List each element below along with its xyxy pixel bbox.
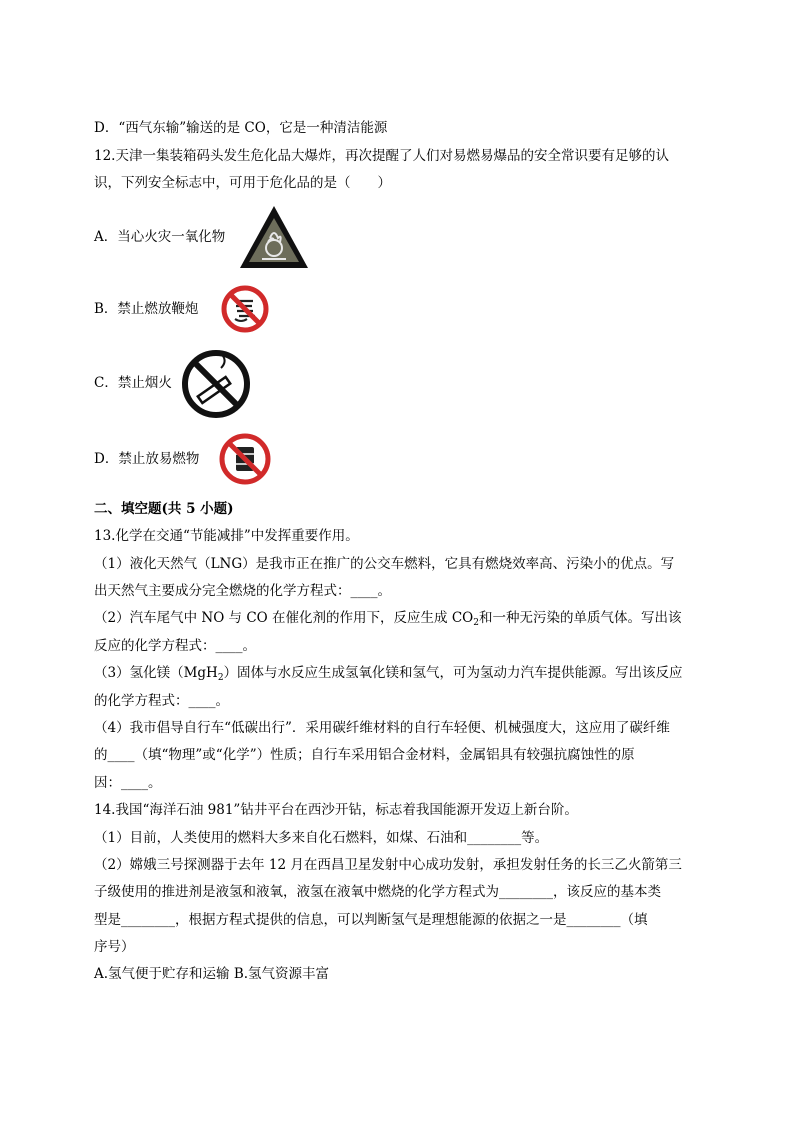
- q12-stem-line2: 识，下列安全标志中，可用于危化品的是（ ）: [94, 175, 391, 191]
- q13-part4-line1: （4）我市倡导自行车“低碳出行”．采用碳纤维材料的自行车轻便、机械强度大，这应用了碳纤维: [94, 720, 670, 736]
- q14-part2-line4: 序号）: [94, 939, 135, 955]
- subscript: 2: [473, 618, 479, 628]
- q13-part4-line2: 的____（填“物理”或“化学”）性质；自行车采用铝合金材料，金属铝具有较强抗腐蚀性的原: [94, 747, 635, 763]
- q13-part2-text-a: （2）汽车尾气中 NO 与 CO 在催化剂的作用下，反应生成 CO: [94, 610, 474, 626]
- q12-option-d[interactable]: D．禁止放易燃物: [94, 451, 200, 467]
- q14-part2-line1: （2）嫦娥三号探测器于去年 12 月在西昌卫星发射中心成功发射，承担发射任务的长三乙火箭第三: [94, 857, 682, 873]
- q11-option-d: D．“西气东输”输送的是 CO，它是一种清洁能源: [94, 120, 388, 136]
- q13-part1-line2: 出天然气主要成分完全燃烧的化学方程式：____。: [94, 583, 391, 599]
- q12-option-b[interactable]: B．禁止燃放鞭炮: [94, 301, 199, 317]
- q14-stem: 14.我国“海洋石油 981”钻井平台在西沙开钻，标志着我国能源开发迈上新台阶。: [94, 802, 578, 818]
- q13-part4-line3: 因：____。: [94, 775, 162, 791]
- no-flammables-icon: [217, 432, 273, 486]
- q13-stem: 13.化学在交通“节能减排”中发挥重要作用。: [94, 528, 359, 544]
- oxidizer-warning-icon: [238, 204, 310, 270]
- section-heading: 二、填空题(共 5 小题): [94, 501, 234, 517]
- q13-part3-text-a: （3）氢化镁（MgH: [94, 665, 218, 681]
- no-smoking-icon: [179, 348, 253, 420]
- q12-option-c[interactable]: C．禁止烟火: [94, 375, 172, 391]
- q14-part1: （1）目前，人类使用的燃料大多来自化石燃料，如煤、石油和________等。: [94, 830, 549, 846]
- q13-part3-text-b: ）固体与水反应生成氢氧化镁和氢气，可为氢动力汽车提供能源。写出该反应: [223, 665, 683, 681]
- no-firecrackers-icon: [219, 285, 271, 333]
- q13-part2-text-b: 和一种无污染的单质气体。写出该: [478, 610, 682, 626]
- q14-part2-line2: 子级使用的推进剂是液氢和液氧，液氢在液氧中燃烧的化学方程式为________，该反应的基本类: [94, 884, 661, 900]
- q13-part2-line1: [94, 609, 706, 628]
- q14-part2-line3: 型是________，根据方程式提供的信息，可以判断氢气是理想能源的依据之一是________（填: [94, 912, 648, 928]
- subscript: 2: [217, 673, 224, 683]
- q13-part3-line1: [94, 664, 706, 683]
- q13-part1-line1: （1）液化天然气（LNG）是我市正在推广的公交车燃料，它具有燃烧效率高、污染小的优点。写: [94, 556, 675, 572]
- q12-option-a[interactable]: A．当心火灾一氧化物: [94, 229, 226, 245]
- q12-stem-line1: 12.天津一集装箱码头发生危化品大爆炸，再次提醒了人们对易燃易爆品的安全常识要有足够的认: [94, 148, 669, 164]
- q13-part3-line2: 的化学方程式：____。: [94, 693, 229, 709]
- q14-choices: A.氢气便于贮存和运输 B.氢气资源丰富: [94, 966, 330, 982]
- q13-part2-line2: 反应的化学方程式：____。: [94, 638, 256, 654]
